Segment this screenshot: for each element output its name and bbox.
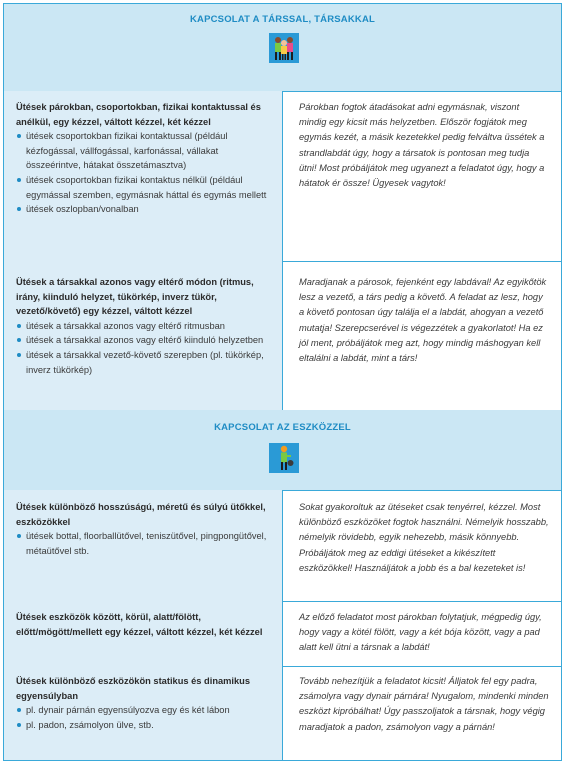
activity-bullets	[16, 129, 272, 217]
activity-cell	[4, 490, 283, 601]
table-row	[4, 490, 561, 602]
bullet-item: ütések a társakkal azonos vagy eltérő ritmusban	[16, 319, 272, 334]
table-row	[4, 601, 561, 667]
instruction-text: Maradjanak a párosok, fejenként egy labdával! Az egyikőtök lesz a vezető, a társ pedig a követő. A feladat az lesz, hogy a követő pontosan úgy találja el a labdát, ahogyan a vezető mutatja! Szerepcserével is végezzétek a gyakorlatot! Ha ez jól ment, próbáljátok meg azt, hogy mindig máshogyan kell eltalálni a labdát, mint a társ!	[299, 277, 547, 364]
instruction-text: Az előző feladatot most párokban folytatjuk, mégpedig úgy, hogy vagy a kötél fölött, vagy a két bója között, vagy a pad alatt kell ütni a társnak a labdát!	[299, 612, 542, 653]
section-header-partners	[4, 4, 561, 92]
bullet-item: ütések a társakkal vezető-követő szerepben (pl. tükörkép, inverz tükörkép)	[16, 348, 272, 377]
bullet-item: ütések csoportokban fizikai kontaktussal (például kézfogással, vállfogással, karfonással, vállakat összeérintve, hátakat összetámasztva)	[16, 129, 272, 173]
table-row	[4, 91, 561, 262]
document-frame	[3, 3, 562, 761]
bullet-item: ütések csoportokban fizikai kontaktus nélkül (például egymással szemben, egymásnak háttal és egymás mellett	[16, 173, 272, 202]
activity-heading: Ütések különböző eszközökön statikus és dinamikus egyensúlyban	[16, 676, 251, 701]
bullet-item: ütések oszlopban/vonalban	[16, 202, 272, 217]
partners-group-icon	[269, 33, 299, 63]
activity-cell	[4, 261, 283, 410]
bullet-item: ütések bottal, floorballütővel, teniszütővel, pingpongütővel, métaütővel stb.	[16, 529, 272, 558]
activity-cell	[4, 666, 283, 760]
bullet-item: pl. padon, zsámolyon ülve, stb.	[16, 718, 272, 733]
instruction-text: Párokban fogtok átadásokat adni egymásnak, viszont mindig egy kicsit más helyzetben. Először fogjátok meg egymás kezét, a másik kezetekkel pedig felváltva üssétek a strandlabdát úgy, hogy a társatok is pontosan meg tudja ütni! Most próbáljátok meg ugyanezt a feladatot úgy, hogy a hátatok ér össze! Ügyesek vagytok!	[299, 102, 545, 189]
activity-cell	[4, 91, 283, 261]
activity-bullets	[16, 529, 272, 558]
instruction-text: Tovább nehezítjük a feladatot kicsit! Álljatok fel egy padra, zsámolyra vagy dynair párnára! Nyugalom, mindenki minden eszközt kipróbálhat! Úgy passzoljatok a társnak, hogy végig maradjatok a padon, zsámolyon vagy a párnán!	[299, 676, 549, 732]
activity-heading: Ütések párokban, csoportokban, fizikai kontaktussal és anélkül, egy kézzel, váltott kézzel, két kézzel	[16, 102, 261, 127]
activity-cell	[4, 601, 283, 666]
section-header-equipment	[4, 410, 561, 491]
table-row	[4, 261, 561, 411]
activity-heading: Ütések a társakkal azonos vagy eltérő módon (ritmus, irány, kiinduló helyzet, tükörkép, inverz tükör, vezető/követő) egy kézzel, váltott kézzel	[16, 277, 254, 317]
table-row	[4, 666, 561, 760]
ball-player-icon	[269, 443, 299, 473]
activity-bullets	[16, 703, 272, 732]
bullet-item: pl. dynair párnán egyensúlyozva egy és két lábon	[16, 703, 272, 718]
instruction-text: Sokat gyakoroltuk az ütéseket csak tenyérrel, kézzel. Most különböző eszközöket fogtok használni. Némelyik hosszabb, némelyik rövidebb, egyik nehezebb, másik könnyebb. Próbáljátok meg az eddigi ütéseket a kikészített eszközökkel! Használjátok a jobb és a bal kezeteket is!	[299, 502, 549, 573]
section-title: KAPCSOLAT AZ ESZKÖZZEL	[214, 422, 351, 433]
activity-heading: Ütések eszközök között, körül, alatt/fölött, előtt/mögött/mellett egy kézzel, váltott kézzel, két kézzel	[16, 612, 263, 637]
activity-heading: Ütések különböző hosszúságú, méretű és súlyú ütőkkel, eszközökkel	[16, 502, 266, 527]
activity-bullets	[16, 319, 272, 377]
bullet-item: ütések a társakkal azonos vagy eltérő kiinduló helyzetben	[16, 333, 272, 348]
section-title: KAPCSOLAT A TÁRSSAL, TÁRSAKKAL	[189, 14, 376, 25]
